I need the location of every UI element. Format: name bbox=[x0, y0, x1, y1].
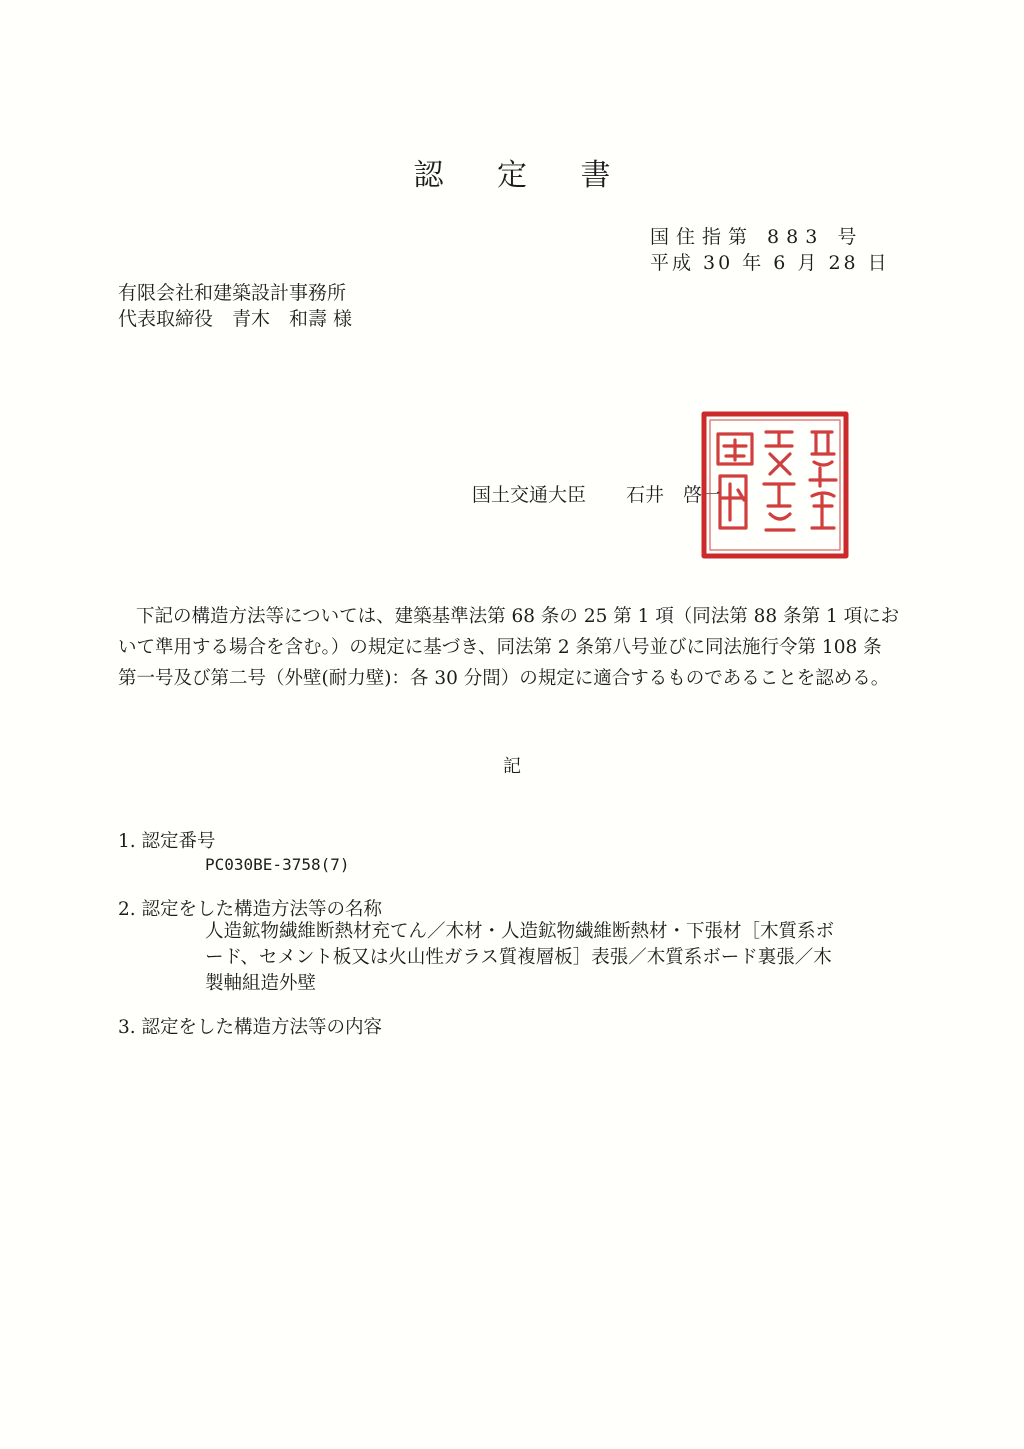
recipient-representative: 代表取締役 青木 和壽 様 bbox=[118, 308, 353, 330]
official-seal-icon bbox=[700, 410, 850, 560]
item-2-value-line: 人造鉱物繊維断熱材充てん／木材・人造鉱物繊維断熱材・下張材［木質系ボ bbox=[205, 921, 835, 942]
issuer-title: 国土交通大臣 bbox=[472, 484, 587, 506]
statement-line: 下記の構造方法等については、建築基準法第 68 条の 25 第 1 項（同法第 88 条第 1 項にお bbox=[136, 606, 900, 627]
reference-number: 国住指第 883 号 bbox=[650, 226, 864, 248]
certification-statement bbox=[118, 601, 918, 694]
item-1-value: PC030BE-3758(7) bbox=[205, 855, 350, 874]
issuer-name: 石井 啓一 bbox=[626, 484, 722, 506]
notes-heading: 記 bbox=[503, 756, 521, 777]
statement-line: いて準用する場合を含む。）の規定に基づき、同法第 2 条第八号並びに同法施行令第 108 条 bbox=[118, 637, 882, 658]
recipient-company: 有限会社和建築設計事務所 bbox=[118, 282, 347, 304]
document-title: 認 定 書 bbox=[413, 158, 633, 193]
item-2-label: 2. 認定をした構造方法等の名称 bbox=[118, 899, 383, 920]
statement-line: 第一号及び第二号（外壁(耐力壁)：各 30 分間）の規定に適合するものであることを認める。 bbox=[118, 668, 890, 689]
item-2-value-line: ード、セメント板又は火山性ガラス質複層板］表張／木質系ボード裏張／木 bbox=[205, 947, 832, 968]
issue-date: 平成 30 年 6 月 28 日 bbox=[650, 252, 890, 274]
item-2-value-line: 製軸組造外壁 bbox=[205, 973, 317, 994]
item-1-label: 1. 認定番号 bbox=[118, 831, 216, 852]
item-3-label: 3. 認定をした構造方法等の内容 bbox=[118, 1017, 383, 1038]
